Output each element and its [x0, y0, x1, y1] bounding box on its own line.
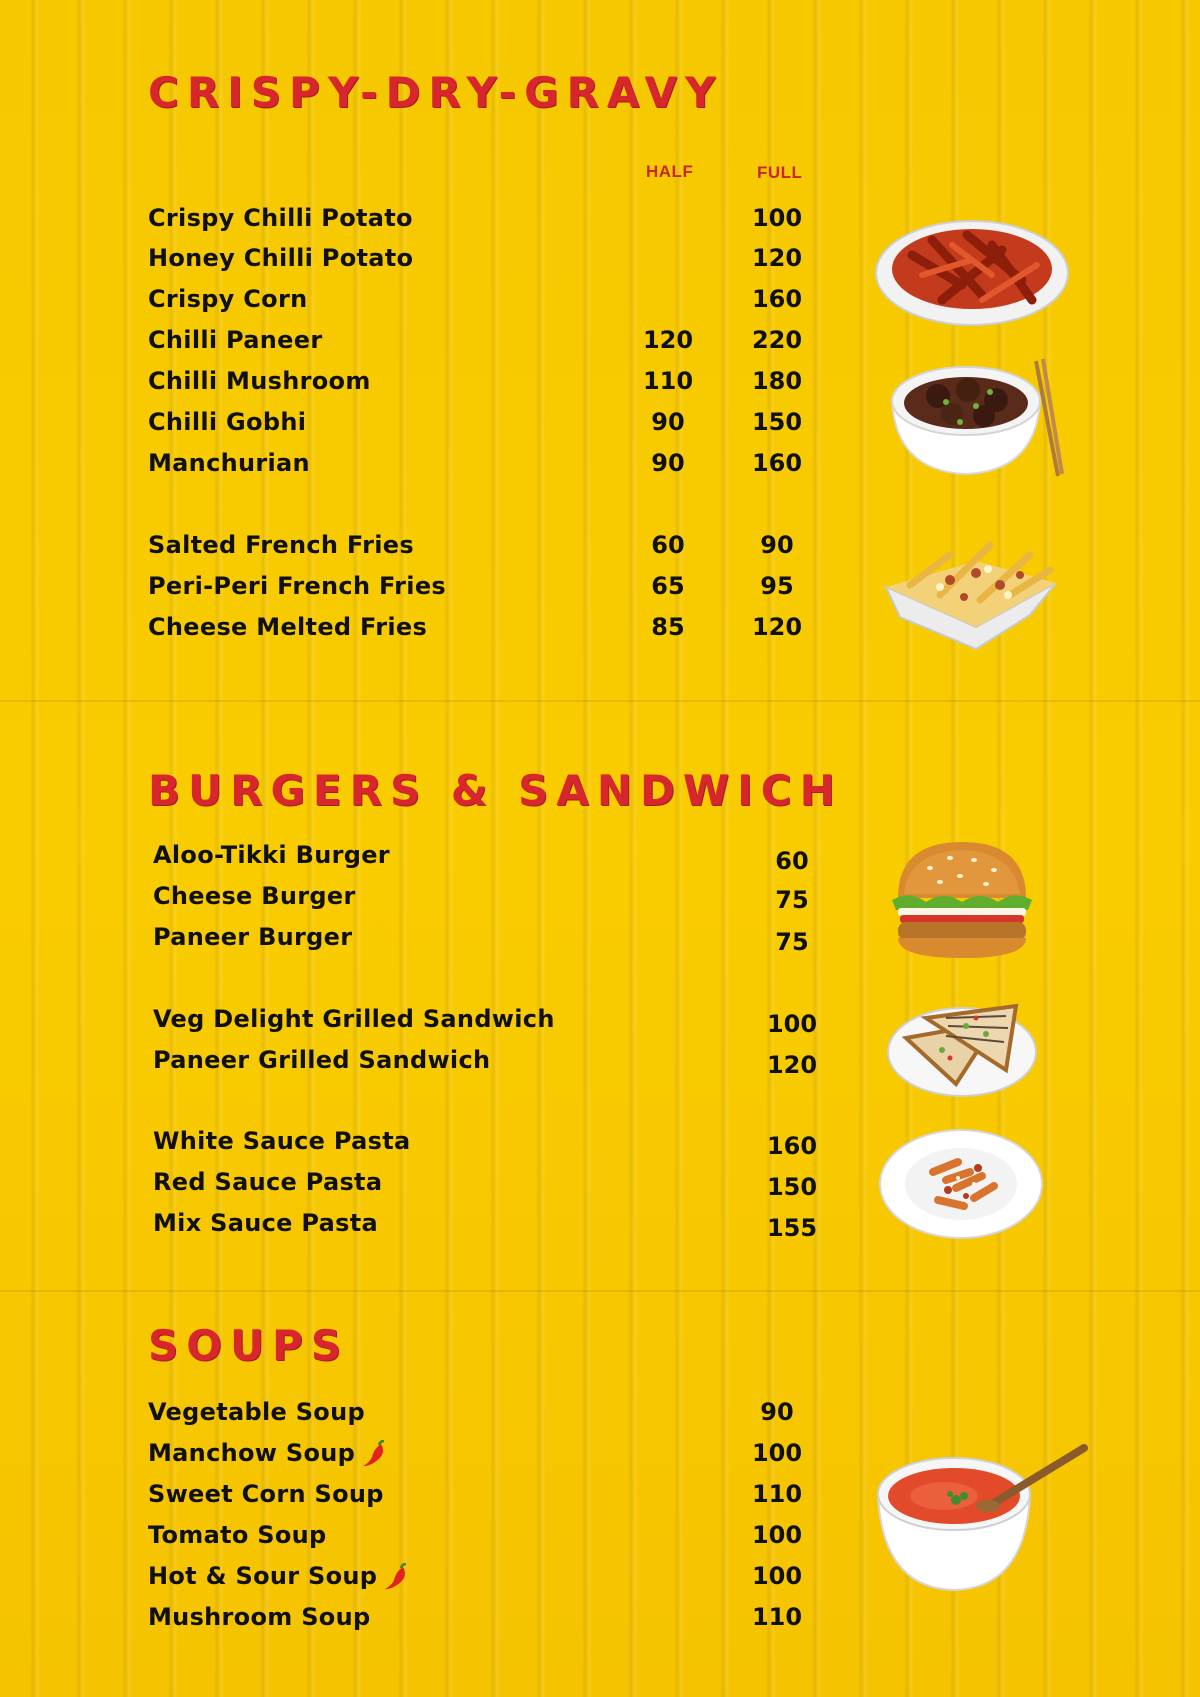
- item-price: 110: [751, 1480, 803, 1508]
- tomato-soup-bowl-image: [874, 1444, 1090, 1594]
- item-name: Hot & Sour Soup: [148, 1558, 409, 1594]
- half-price: 90: [651, 449, 685, 477]
- wall-seam: [0, 700, 1200, 702]
- item-price: 110: [751, 1603, 803, 1631]
- item-name: Honey Chilli Potato: [148, 244, 414, 272]
- full-price: 150: [751, 408, 803, 436]
- item-price: 100: [751, 1439, 803, 1467]
- item-name: Cheese Melted Fries: [148, 613, 428, 641]
- half-price: 65: [651, 572, 685, 600]
- item-price: 100: [751, 1562, 803, 1590]
- half-price: 120: [642, 326, 694, 354]
- item-name: Manchow Soup: [148, 1435, 387, 1471]
- pasta-plate-image: [878, 1128, 1044, 1240]
- item-name: Mix Sauce Pasta: [153, 1209, 378, 1237]
- item-name: Tomato Soup: [148, 1521, 327, 1549]
- full-price: 95: [760, 572, 794, 600]
- item-name: Paneer Grilled Sandwich: [153, 1046, 491, 1074]
- full-price: 120: [751, 244, 803, 272]
- item-name: Chilli Paneer: [148, 326, 323, 354]
- item-price: 75: [775, 928, 809, 956]
- burger-image: [890, 838, 1034, 960]
- full-price: 220: [751, 326, 803, 354]
- full-price: 90: [760, 531, 794, 559]
- item-price: 120: [766, 1051, 818, 1079]
- item-name: Cheese Burger: [153, 882, 356, 910]
- section-title-crispy: CRISPY-DRY-GRAVY: [148, 68, 724, 117]
- full-price: 160: [751, 285, 803, 313]
- half-column-header: HALF: [646, 162, 694, 181]
- full-column-header: FULL: [757, 163, 803, 182]
- item-price: 150: [766, 1173, 818, 1201]
- full-price: 100: [751, 204, 803, 232]
- item-price: 100: [751, 1521, 803, 1549]
- item-name: Paneer Burger: [153, 923, 353, 951]
- full-price: 120: [751, 613, 803, 641]
- item-name: Crispy Chilli Potato: [148, 204, 413, 232]
- half-price: 110: [642, 367, 694, 395]
- item-price: 155: [766, 1214, 818, 1242]
- item-name: Mushroom Soup: [148, 1603, 371, 1631]
- item-name: Salted French Fries: [148, 531, 414, 559]
- item-name: White Sauce Pasta: [153, 1127, 411, 1155]
- item-name: Manchurian: [148, 449, 310, 477]
- item-price: 75: [775, 886, 809, 914]
- full-price: 180: [751, 367, 803, 395]
- item-name: Chilli Mushroom: [148, 367, 371, 395]
- item-name: Chilli Gobhi: [148, 408, 307, 436]
- half-price: 90: [651, 408, 685, 436]
- half-price: 85: [651, 613, 685, 641]
- chili-pepper-icon: [383, 1563, 409, 1591]
- item-price: 100: [766, 1010, 818, 1038]
- item-price: 60: [775, 847, 809, 875]
- item-price: 160: [766, 1132, 818, 1160]
- chili-pepper-icon: [361, 1440, 387, 1468]
- item-name: Veg Delight Grilled Sandwich: [153, 1005, 555, 1033]
- full-price: 160: [751, 449, 803, 477]
- chilli-potato-image: [872, 205, 1072, 330]
- cheese-fries-image: [880, 525, 1066, 650]
- grilled-sandwich-image: [886, 988, 1038, 1100]
- item-name: Aloo-Tikki Burger: [153, 841, 390, 869]
- half-price: 60: [651, 531, 685, 559]
- item-name: Vegetable Soup: [148, 1398, 365, 1426]
- section-title-burgers: BURGERS & SANDWICH: [148, 766, 843, 815]
- item-name: Crispy Corn: [148, 285, 308, 313]
- section-title-soups: SOUPS: [148, 1321, 350, 1370]
- item-name: Sweet Corn Soup: [148, 1480, 384, 1508]
- item-name: Peri-Peri French Fries: [148, 572, 446, 600]
- item-price: 90: [760, 1398, 794, 1426]
- item-name: Red Sauce Pasta: [153, 1168, 383, 1196]
- wall-seam: [0, 1290, 1200, 1292]
- manchurian-bowl-image: [886, 356, 1066, 481]
